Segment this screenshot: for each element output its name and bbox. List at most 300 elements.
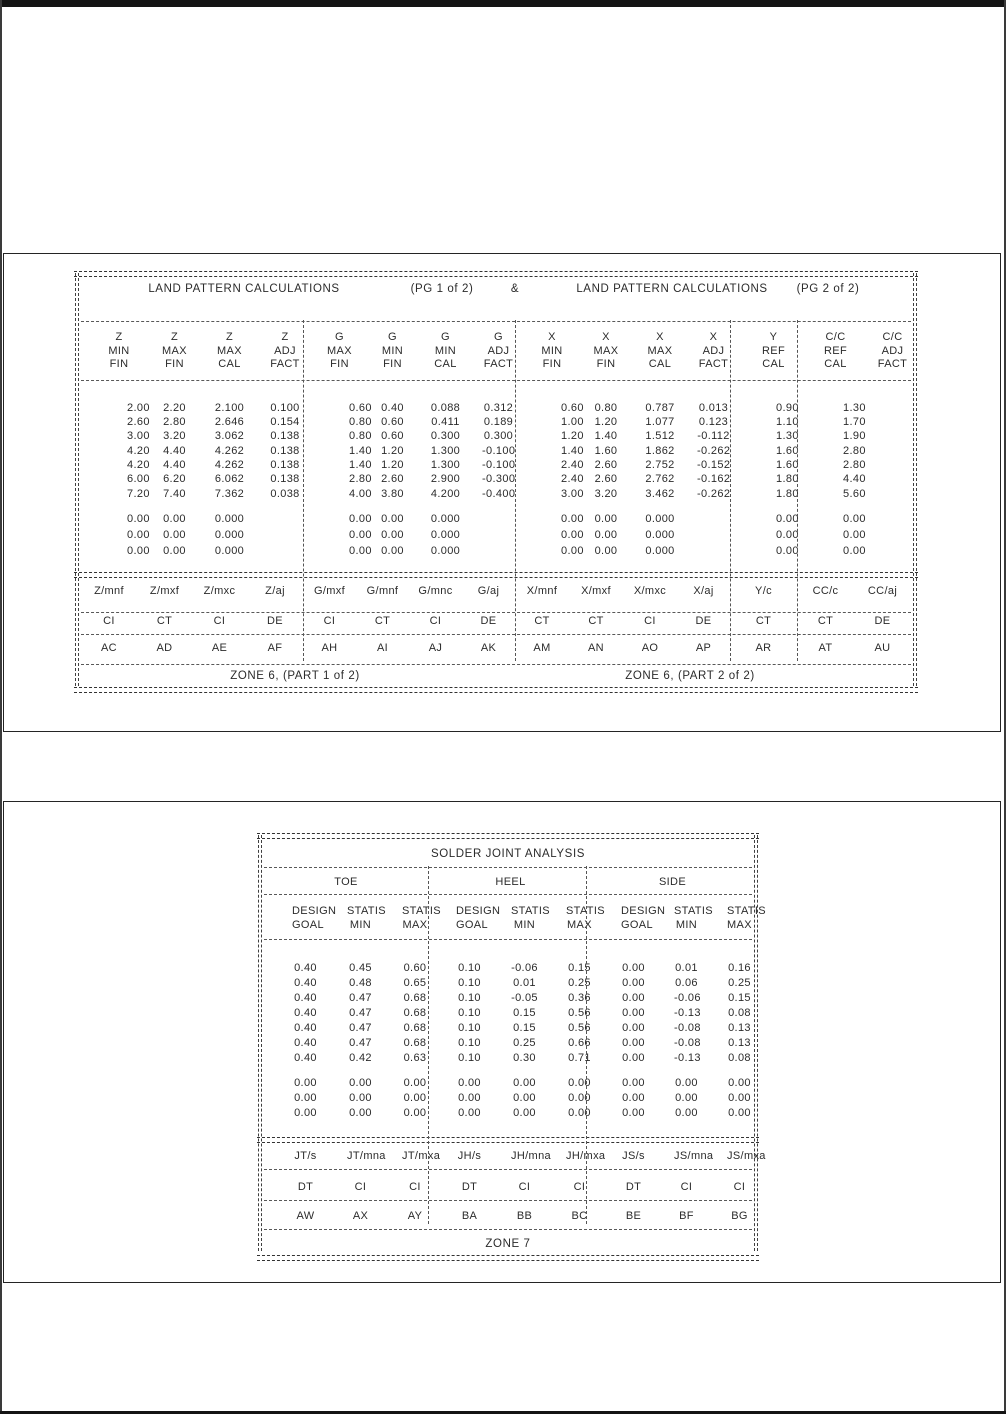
table-cell [462,511,515,527]
table-cell: 0.25 [728,977,751,989]
table-cell: 0.10 [458,1007,481,1019]
table-cell: STATIS [402,905,441,917]
table-cell: 4.40 [163,459,186,472]
table-cell: 4.20 [127,459,150,472]
table-cell: BF [679,1210,694,1222]
table-cell: CT [755,615,772,628]
table-cell: 0.154 [270,415,300,428]
table-cell: 0.00 [728,1107,751,1119]
zone6-zero-grid [81,511,911,559]
table-cell: 3.80 [381,487,404,500]
table-cell: 2.40 [561,459,584,472]
table-cell: AM [533,642,551,655]
solder-joint-table [257,833,766,1253]
table-cell: -0.08 [674,1022,701,1034]
table-cell: 0.00 [127,513,150,526]
table-cell: FIN [596,358,616,370]
table-cell: 0.00 [568,1092,591,1104]
table-cell: X/mxf [581,585,611,598]
table-row [264,918,752,932]
table-cell: 0.36 [568,992,591,1004]
table-cell: 0.00 [594,529,618,542]
zone6-variable-names [81,585,911,598]
table-cell: 0.00 [568,1107,591,1119]
table-cell: 0.312 [483,401,514,414]
zone6-data-grid [81,401,911,502]
table-cell: MIN [675,919,698,931]
table-title-row [264,848,752,861]
table-cell: 1.40 [349,444,372,457]
table-cell: 0.10 [458,1022,481,1034]
table-cell: 0.15 [513,1007,536,1019]
table-cell: 0.10 [458,977,481,989]
table-cell: G [335,331,344,343]
table-cell: -0.13 [674,1052,701,1064]
table-row [81,527,911,543]
table-cell: -0.100 [482,459,516,472]
table-cell: CI [323,615,336,628]
table-cell: G [494,331,503,343]
table-cell: DESIGN [621,905,666,917]
table-cell: 2.20 [163,401,186,414]
table-cell: -0.13 [674,1007,701,1019]
table-title-left: LAND PATTERN CALCULATIONS [148,283,340,295]
table-cell: GOAL [456,919,488,931]
table-cell: 0.00 [622,1022,645,1034]
column-group-separator [303,320,304,661]
table-row [81,429,911,443]
zone7-variable-names [264,1150,766,1163]
table-cell: 3.20 [163,430,186,443]
table-cell: AU [874,642,891,655]
table-cell: 0.00 [622,1037,645,1049]
table-cell: 0.40 [294,1052,317,1064]
table-row [264,1091,752,1106]
table-cell: 4.00 [349,487,372,500]
table-cell: DE [480,615,497,628]
table-cell: 0.40 [294,1022,317,1034]
table-cell: 0.00 [728,1092,751,1104]
table-cell: STATIS [511,905,550,917]
dashed-rule [264,939,752,940]
table-row [264,1076,752,1091]
table-cell: 0.00 [127,545,150,558]
page-indicator-left: (PG 1 of 2) [410,283,474,295]
table-cell [247,543,303,559]
table-cell: 0.00 [568,1077,591,1089]
ampersand: & [510,283,520,295]
table-cell: 0.63 [403,1052,427,1064]
table-cell: STATIS [347,905,386,917]
table-cell: 2.80 [349,473,372,486]
table-cell: 3.00 [561,487,584,500]
table-cell: 0.60 [561,401,584,414]
table-cell: 2.40 [561,473,584,486]
table-cell: CAL [824,358,847,370]
table-cell: -0.112 [697,430,730,443]
table-cell: 0.00 [622,1077,645,1089]
table-cell: 0.00 [349,545,372,558]
table-cell: CAL [648,358,672,370]
table-cell: 3.462 [645,487,675,500]
table-cell: 1.40 [594,430,618,443]
table-cell: DT [461,1181,478,1193]
table-cell: 2.762 [645,473,675,486]
table-cell: X/mxc [633,585,667,598]
table-cell: 1.80 [776,473,799,486]
dashed-rule [81,321,911,322]
table-cell: FACT [877,358,908,370]
table-cell: REF [761,344,786,357]
table-row [81,511,911,527]
table-cell: 0.00 [349,529,372,542]
table-cell: STATIS [727,905,766,917]
double-rule [74,271,918,277]
double-rule [74,572,918,578]
table-cell: G [441,331,450,343]
table-cell: AD [156,642,173,655]
table-cell: 0.00 [458,1107,481,1119]
table-cell: AK [480,642,497,655]
dashed-rule [264,894,752,895]
table-cell: G/mxf [313,585,346,598]
zone-label: ZONE 7 [485,1238,531,1250]
zone7-column-headers [264,904,766,932]
table-row [264,1006,752,1021]
table-cell: ADJ [487,344,510,357]
table-cell: 0.00 [349,1107,372,1119]
table-cell: 0.038 [270,487,300,500]
table-row [264,1106,752,1121]
dashed-rule [264,1229,752,1230]
table-cell: CAL [434,358,457,370]
table-cell: 0.13 [728,1037,751,1049]
table-cell: 0.00 [294,1092,317,1104]
table-cell [854,429,911,443]
table-cell: Z/aj [265,585,285,598]
table-cell: ADJ [881,344,904,357]
table-cell: 0.10 [458,1052,481,1064]
table-cell: 0.42 [349,1052,372,1064]
table-cell: 0.25 [568,977,591,989]
table-row [81,415,911,429]
table-cell: 7.20 [127,487,150,500]
table-cell: 0.80 [349,415,372,428]
table-cell: 0.40 [381,401,404,414]
table-cell: 0.00 [294,1107,317,1119]
table-cell: 0.40 [294,977,317,989]
table-cell: AT [818,642,833,655]
table-cell: 2.60 [127,415,150,428]
table-cell [854,543,911,559]
table-cell [854,511,911,527]
table-cell: 2.80 [163,415,186,428]
table-cell: AP [695,642,712,655]
table-cell: 4.20 [127,444,150,457]
table-row [81,543,911,559]
zone7-variable-letters [264,1210,752,1223]
table-cell: 0.00 [622,962,645,974]
table-cell: 3.062 [214,430,245,443]
table-cell: CAL [218,358,241,370]
dashed-rule [264,1200,752,1201]
table-cell: 1.512 [645,430,675,443]
table-cell [854,415,911,429]
column-group-separator [730,320,731,661]
table-cell: -0.262 [697,444,731,457]
table-cell: FACT [698,358,729,370]
table-cell: FIN [542,358,562,370]
table-cell: 6.062 [214,473,245,486]
table-cell: 0.10 [458,1037,481,1049]
table-cell: MIN [381,344,404,357]
table-cell: 2.646 [214,415,245,428]
table-row [264,1181,752,1194]
table-cell: 0.80 [349,430,372,443]
table-cell: MAX [327,344,352,357]
table-cell: 1.00 [561,415,584,428]
table-cell: MIN [434,344,457,357]
table-cell: Z [115,331,123,343]
zone7-variable-codes [264,1181,752,1194]
scan-edge-top [0,0,1006,7]
table-cell: AI [376,642,389,655]
table-cell [854,472,911,486]
table-cell: 0.000 [214,513,245,526]
table-cell [854,444,911,458]
table-cell: X [656,331,664,343]
table-cell: FIN [383,358,402,370]
table-cell: CC/aj [867,585,898,598]
table-cell: TOE [334,876,358,888]
table-cell: 0.45 [349,962,372,974]
table-cell [854,527,911,543]
table-cell: 0.40 [294,1037,317,1049]
table-cell: 0.00 [513,1077,536,1089]
table-cell: 0.00 [622,977,645,989]
table-cell [462,543,515,559]
table-cell: 0.40 [294,1007,317,1019]
table-cell: 0.00 [675,1107,698,1119]
table-cell: 0.80 [594,401,618,414]
table-cell: -0.400 [482,487,516,500]
table-cell: STATIS [566,905,605,917]
table-cell: 0.40 [294,992,317,1004]
table-row [264,1150,766,1163]
column-group-separator [797,320,798,661]
table-cell: MAX [402,919,428,931]
table-cell: 1.862 [645,444,675,457]
table-cell: AO [641,642,659,655]
table-cell: 0.00 [728,1077,751,1089]
table-cell: BB [516,1210,533,1222]
table-cell: 0.47 [349,1022,372,1034]
table-cell: DE [695,615,712,628]
table-cell: AE [211,642,228,655]
table-cell: 0.000 [214,529,245,542]
table-cell: 0.00 [622,992,645,1004]
zone6-column-headers [81,331,911,372]
table-row [81,642,911,655]
table-cell: MAX [162,344,187,357]
table-cell: 1.70 [843,415,866,428]
table-cell: 4.40 [163,444,186,457]
table-cell: 0.000 [645,545,675,558]
dashed-rule [264,867,752,868]
table-title-row [81,283,911,296]
table-cell: JH/mxa [566,1150,606,1162]
table-cell: 1.30 [843,401,866,414]
zone7-data-grid [264,961,752,1066]
table-cell: BE [625,1210,642,1222]
table-cell: JS/mna [674,1150,714,1162]
table-cell: MIN [108,344,130,357]
column-group-separator [586,866,587,1224]
table-cell: 0.000 [214,545,245,558]
table-cell: DESIGN [292,905,337,917]
table-cell: Z/mxc [203,585,236,598]
table-cell: 0.15 [513,1022,536,1034]
table-cell: 0.00 [294,1077,317,1089]
table-cell: AN [588,642,604,655]
table-row [81,458,911,472]
table-cell: 0.15 [568,962,591,974]
zone6-variable-codes [81,615,911,628]
zone6-variable-letters [81,642,911,655]
table-cell: 6.20 [163,473,186,486]
table-cell [854,487,911,501]
table-cell: 0.00 [127,529,150,542]
table-title-right: LAND PATTERN CALCULATIONS [576,283,768,295]
table-cell: 0.00 [594,545,618,558]
scan-edge-left [0,0,2,1414]
table-cell: 0.25 [513,1037,536,1049]
table-cell: JH/mna [511,1150,551,1162]
table-cell: 0.30 [513,1052,536,1064]
table-cell: 1.60 [776,444,799,457]
table-cell [677,511,730,527]
table-cell: 0.00 [513,1107,536,1119]
table-cell: 0.13 [728,1022,751,1034]
table-cell: X [602,331,610,343]
table-cell: DT [625,1181,642,1193]
zone-label-left: ZONE 6, (PART 1 of 2) [230,670,360,683]
table-cell: 0.00 [776,513,799,526]
table-cell: 0.01 [513,977,536,989]
table-cell: 1.20 [561,430,584,443]
table-cell: 0.00 [403,1107,427,1119]
table-cell: FACT [270,358,300,370]
table-row [264,904,766,918]
table-cell: -0.300 [482,473,516,486]
table-cell: 2.80 [843,459,866,472]
table-cell: 1.60 [594,444,618,457]
table-cell: 0.00 [381,529,404,542]
table-cell: DT [297,1181,314,1193]
table-cell: JH/s [457,1150,482,1162]
table-cell [854,458,911,472]
table-left-border [261,835,262,1251]
table-cell: ADJ [274,344,296,357]
table-cell: X/mnf [526,585,558,598]
table-cell: 0.00 [594,513,618,526]
table-cell: AY [407,1210,423,1222]
table-cell: 0.100 [270,401,300,414]
spacer [865,283,911,296]
table-cell: G/mnc [418,585,453,598]
table-cell [677,527,730,543]
table-row [264,976,752,991]
table-cell: G/mnf [366,585,399,598]
table-cell: MIN [513,919,536,931]
table-cell: 6.00 [127,473,150,486]
table-cell: 1.30 [776,430,799,443]
table-cell: 1.20 [381,444,404,457]
table-cell: AF [267,642,283,655]
table-cell: Y/c [755,585,772,598]
table-cell: 0.10 [458,992,481,1004]
table-cell: 0.68 [403,1022,427,1034]
table-row [264,1051,752,1066]
table-cell: 2.900 [430,473,461,486]
table-cell: 1.300 [430,444,461,457]
table-cell: 0.138 [270,459,300,472]
table-cell: 0.189 [483,415,514,428]
table-cell: 1.40 [561,444,584,457]
table-cell: 0.088 [430,401,461,414]
table-cell: 0.66 [568,1037,591,1049]
dashed-rule [81,380,911,381]
table-cell: MAX [727,919,752,931]
table-cell: 2.60 [381,473,404,486]
table-cell: 0.60 [381,430,404,443]
table-cell: 0.00 [622,1107,645,1119]
table-row [264,1210,752,1223]
table-left-border [78,273,79,686]
table-cell: 0.00 [776,529,799,542]
table-cell: 7.40 [163,487,186,500]
table-cell: DE [267,615,283,628]
table-cell: 0.65 [403,977,427,989]
table-cell: 0.00 [513,1092,536,1104]
table-cell: 0.00 [163,529,186,542]
table-cell: 0.48 [349,977,372,989]
dashed-rule [81,664,911,665]
table-cell: 0.00 [381,513,404,526]
table-row [81,444,911,458]
table-cell: 0.123 [698,415,729,428]
table-cell: REF [823,344,848,357]
spacer [871,670,911,683]
zone-label-right: ZONE 6, (PART 2 of 2) [625,670,755,683]
table-cell: DE [874,615,891,628]
table-cell: 0.411 [431,415,460,428]
table-cell: 0.00 [403,1077,427,1089]
table-cell: 0.60 [381,415,404,428]
table-cell: 0.00 [163,513,186,526]
table-cell: 0.00 [458,1077,481,1089]
table-cell: 2.00 [127,401,150,414]
table-cell: 4.262 [214,444,245,457]
double-rule [74,687,918,693]
table-cell: 0.08 [728,1007,751,1019]
dashed-rule [81,612,911,613]
table-cell: 0.15 [728,992,751,1004]
table-cell: 0.00 [843,513,866,526]
table-cell: JT/mxa [402,1150,441,1162]
dashed-rule [81,634,911,635]
table-cell: CC/c [812,585,839,598]
